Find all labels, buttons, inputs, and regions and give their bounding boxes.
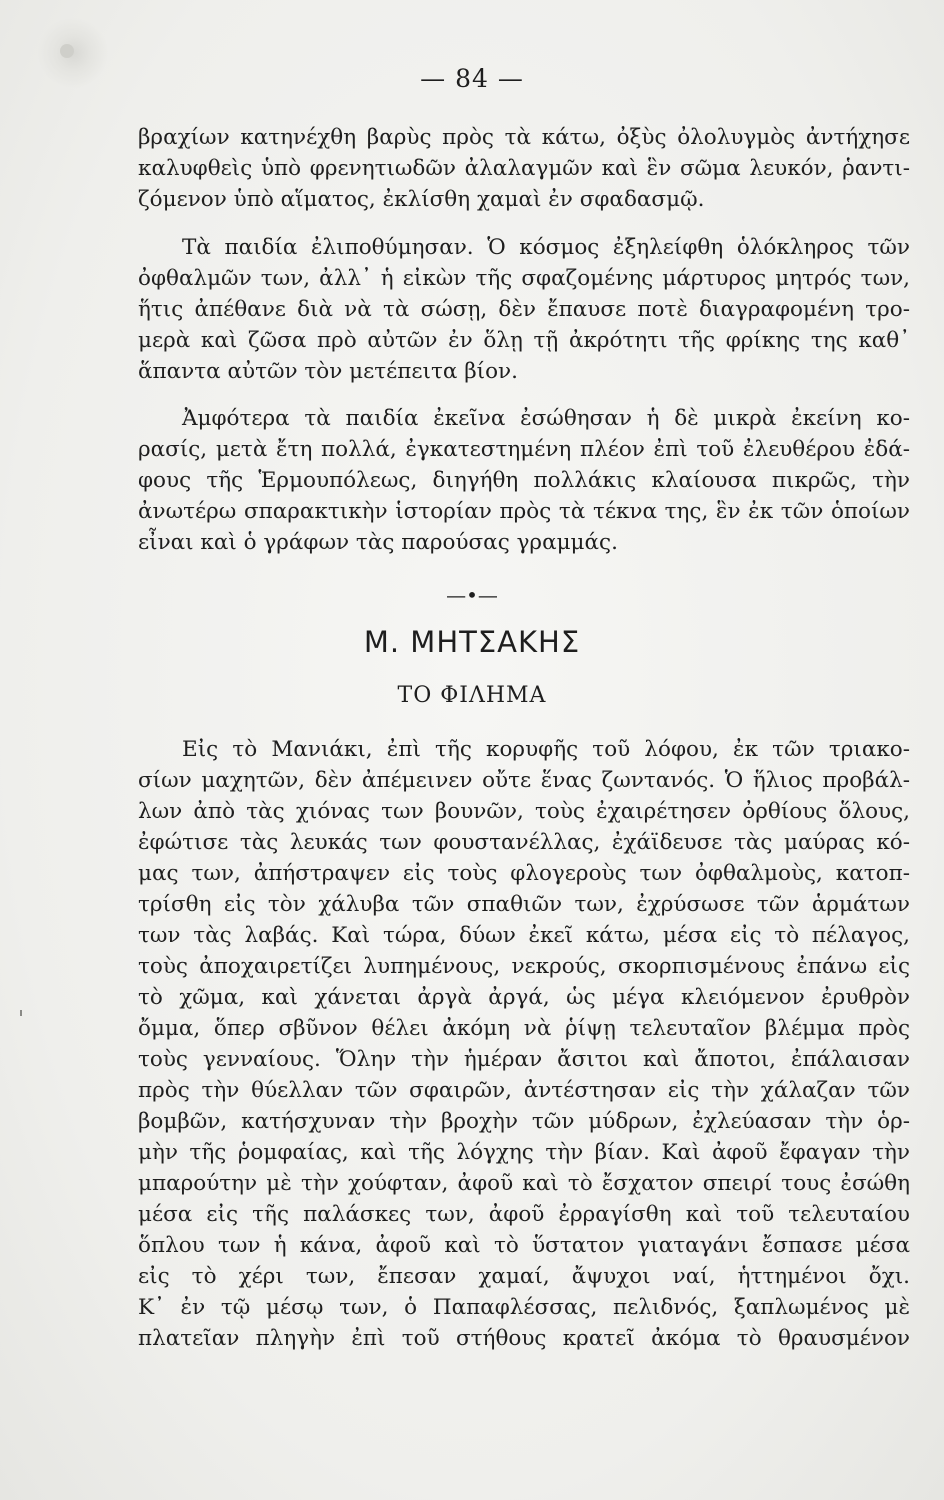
- text-line: ὄμμα, ὅπερ σβῦνον θέλει ἀκόμη νὰ ῥίψῃ τελευταῖον βλέμμα πρὸς: [138, 1016, 910, 1041]
- text-line: φους τῆς Ἑρμουπόλεως, διηγήθη πολλάκις κλαίουσα πικρῶς, τὴν: [138, 468, 910, 493]
- text-line: ἀνωτέρω σπαρακτικὴν ἱστορίαν πρὸς τὰ τέκνα της, ἓν ἐκ τῶν ὁποίων: [138, 499, 910, 524]
- paragraph-1: [138, 122, 910, 215]
- text-line: εἶναι καὶ ὁ γράφων τὰς παρούσας γραμμάς.: [138, 530, 618, 555]
- text-line: σίων μαχητῶν, δὲν ἀπέμεινεν οὔτε ἕνας ζωντανός. Ὁ ἥλιος προβάλ-: [138, 768, 910, 793]
- text-line: Τὰ παιδία ἐλιποθύμησαν. Ὁ κόσμος ἐξηλείφθη ὁλόκληρος τῶν: [182, 235, 910, 260]
- text-line: Ἀμφότερα τὰ παιδία ἐκεῖνα ἐσώθησαν ἡ δὲ μικρὰ ἐκείνη κο-: [182, 406, 910, 431]
- paragraph-2: [138, 232, 910, 387]
- text-line: ἅπαντα αὐτῶν τὸν μετέπειτα βίον.: [138, 359, 518, 384]
- story-author: Μ. ΜΗΤΣΑΚΗΣ: [363, 625, 581, 659]
- paragraph-4: [138, 734, 910, 1354]
- section-separator: —•—: [446, 583, 498, 607]
- text-line: ὀφθαλμῶν των, ἀλλ᾽ ἡ εἰκὼν τῆς σφαζομένης μάρτυρος μητρός των,: [138, 266, 910, 291]
- paragraph-3: [138, 403, 910, 558]
- text-line: ἐφώτισε τὰς λευκάς των φουστανέλλας, ἐχάϊδευσε τὰς μαύρας κό-: [138, 830, 910, 855]
- text-line: τὸ χῶμα, καὶ χάνεται ἀργὰ ἀργά, ὡς μέγα κλειόμενον ἐρυθρὸν: [138, 985, 910, 1010]
- text-line: μὴν τῆς ῥομφαίας, καὶ τῆς λόγχης τὴν βίαν. Καὶ ἀφοῦ ἔφαγαν τὴν: [138, 1140, 910, 1165]
- text-line: μέσα εἰς τῆς παλάσκες των, ἀφοῦ ἐρραγίσθη καὶ τοῦ τελευταίου: [138, 1202, 910, 1227]
- text-line: μπαρούτην μὲ τὴν χούφταν, ἀφοῦ καὶ τὸ ἔσχατον σπειρί τους ἐσώθη: [138, 1171, 910, 1196]
- text-line: βομβῶν, κατήσχυναν τὴν βροχὴν τῶν μύδρων, ἐχλεύασαν τὴν ὁρ-: [138, 1109, 910, 1134]
- page-number: — 84 —: [420, 64, 524, 93]
- margin-mark: [20, 1010, 22, 1016]
- text-line: μας των, ἀπήστραψεν εἰς τοὺς φλογεροὺς των ὀφθαλμοὺς, κατοπ-: [138, 861, 910, 886]
- text-line: μερὰ καὶ ζῶσα πρὸ αὐτῶν ἐν ὅλῃ τῇ ἀκρότητι τῆς φρίκης της καθ᾽: [138, 328, 910, 353]
- text-line: Κ᾽ ἐν τῷ μέσῳ των, ὁ Παπαφλέσσας, πελιδνός, ξαπλωμένος μὲ: [138, 1295, 910, 1320]
- text-line: Εἰς τὸ Μανιάκι, ἐπὶ τῆς κορυφῆς τοῦ λόφου, ἐκ τῶν τριακο-: [182, 737, 910, 762]
- text-line: ρασίς, μετὰ ἔτη πολλά, ἐγκατεστημένη πλέον ἐπὶ τοῦ ἐλευθέρου ἐδά-: [138, 437, 910, 462]
- text-line: τρίσθη εἰς τὸν χάλυβα τῶν σπαθιῶν των, ἐχρύσωσε τῶν ἁρμάτων: [138, 892, 910, 917]
- text-line: λων ἀπὸ τὰς χιόνας των βουνῶν, τοὺς ἐχαιρέτησεν ὀρθίους ὅλους,: [138, 799, 910, 824]
- text-line: τοὺς ἀποχαιρετίζει λυπημένους, νεκρούς, σκορπισμένους ἐπάνω εἰς: [138, 954, 910, 979]
- story-title: ΤΟ ΦΙΛΗΜΑ: [397, 683, 547, 708]
- text-line: των τὰς λαβάς. Καὶ τώρα, δύων ἐκεῖ κάτω, μέσα εἰς τὸ πέλαγος,: [138, 923, 910, 948]
- text-line: πρὸς τὴν θύελλαν τῶν σφαιρῶν, ἀντέστησαν εἰς τὴν χάλαζαν τῶν: [138, 1078, 910, 1103]
- text-line: ἥτις ἀπέθανε διὰ νὰ τὰ σώσῃ, δὲν ἔπαυσε ποτὲ διαγραφομένη τρο-: [138, 297, 910, 322]
- text-line: βραχίων κατηνέχθη βαρὺς πρὸς τὰ κάτω, ὀξὺς ὀλολυγμὸς ἀντήχησε: [138, 125, 910, 150]
- text-line: πλατεῖαν πληγὴν ἐπὶ τοῦ στήθους κρατεῖ ἀκόμα τὸ θραυσμένον: [138, 1326, 910, 1351]
- text-line: τοὺς γενναίους. Ὅλην τὴν ἡμέραν ἄσιτοι καὶ ἄποτοι, ἐπάλαισαν: [138, 1047, 910, 1072]
- text-line: εἰς τὸ χέρι των, ἔπεσαν χαμαί, ἄψυχοι ναί, ἡττημένοι ὄχι.: [138, 1264, 910, 1289]
- text-line: ζόμενον ὑπὸ αἵματος, ἐκλίσθη χαμαὶ ἐν σφαδασμῷ.: [138, 187, 705, 212]
- text-line: καλυφθεὶς ὑπὸ φρενητιωδῶν ἀλαλαγμῶν καὶ ἓν σῶμα λευκόν, ῥαντι-: [138, 156, 910, 181]
- text-line: ὅπλου των ἡ κάνα, ἀφοῦ καὶ τὸ ὕστατον γιαταγάνι ἔσπασε μέσα: [138, 1233, 910, 1258]
- paper-stain-core: [60, 44, 74, 58]
